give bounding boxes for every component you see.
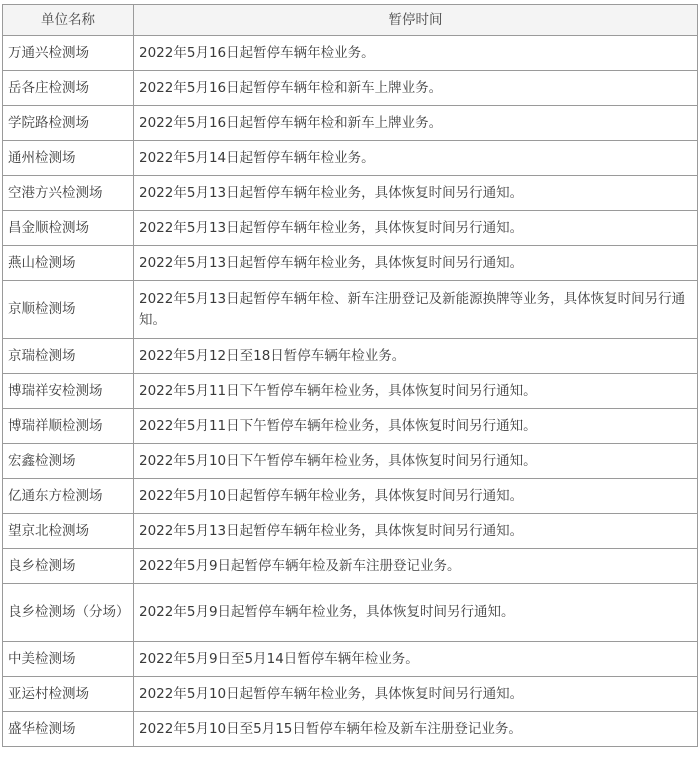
unit-name-cell: 中美检测场 bbox=[3, 642, 134, 677]
table-row bbox=[3, 339, 698, 374]
suspension-time-cell: 2022年5月9日起暂停车辆年检及新车注册登记业务。 bbox=[134, 549, 698, 584]
table-row bbox=[3, 141, 698, 176]
suspension-time-cell: 2022年5月13日起暂停车辆年检业务，具体恢复时间另行通知。 bbox=[134, 176, 698, 211]
suspension-time-cell: 2022年5月10日至5月15日暂停车辆年检及新车注册登记业务。 bbox=[134, 712, 698, 747]
table-row bbox=[3, 712, 698, 747]
table-row bbox=[3, 549, 698, 584]
table-row bbox=[3, 677, 698, 712]
table-row bbox=[3, 281, 698, 339]
table-header-row bbox=[3, 5, 698, 36]
header-unit-name: 单位名称 bbox=[3, 5, 134, 36]
suspension-time-cell: 2022年5月9日至5月14日暂停车辆年检业务。 bbox=[134, 642, 698, 677]
table-row bbox=[3, 374, 698, 409]
suspension-time-cell: 2022年5月13日起暂停车辆年检业务，具体恢复时间另行通知。 bbox=[134, 211, 698, 246]
unit-name-cell: 博瑞祥安检测场 bbox=[3, 374, 134, 409]
suspension-time-cell: 2022年5月10日起暂停车辆年检业务，具体恢复时间另行通知。 bbox=[134, 479, 698, 514]
unit-name-cell: 宏鑫检测场 bbox=[3, 444, 134, 479]
unit-name-cell: 博瑞祥顺检测场 bbox=[3, 409, 134, 444]
suspension-time-cell: 2022年5月11日下午暂停车辆年检业务，具体恢复时间另行通知。 bbox=[134, 374, 698, 409]
unit-name-cell: 岳各庄检测场 bbox=[3, 71, 134, 106]
suspension-table bbox=[2, 4, 698, 747]
table-row bbox=[3, 584, 698, 642]
suspension-time-cell: 2022年5月16日起暂停车辆年检和新车上牌业务。 bbox=[134, 71, 698, 106]
unit-name-cell: 空港方兴检测场 bbox=[3, 176, 134, 211]
table-row bbox=[3, 444, 698, 479]
suspension-time-cell: 2022年5月14日起暂停车辆年检业务。 bbox=[134, 141, 698, 176]
suspension-time-cell: 2022年5月10日起暂停车辆年检业务，具体恢复时间另行通知。 bbox=[134, 677, 698, 712]
table-row bbox=[3, 36, 698, 71]
unit-name-cell: 京瑞检测场 bbox=[3, 339, 134, 374]
unit-name-cell: 亚运村检测场 bbox=[3, 677, 134, 712]
unit-name-cell: 京顺检测场 bbox=[3, 281, 134, 339]
unit-name-cell: 燕山检测场 bbox=[3, 246, 134, 281]
unit-name-cell: 昌金顺检测场 bbox=[3, 211, 134, 246]
suspension-time-cell: 2022年5月9日起暂停车辆年检业务，具体恢复时间另行通知。 bbox=[134, 584, 698, 642]
table-row bbox=[3, 514, 698, 549]
unit-name-cell: 学院路检测场 bbox=[3, 106, 134, 141]
table-row bbox=[3, 642, 698, 677]
suspension-time-cell: 2022年5月16日起暂停车辆年检和新车上牌业务。 bbox=[134, 106, 698, 141]
table-row bbox=[3, 409, 698, 444]
table-row bbox=[3, 246, 698, 281]
unit-name-cell: 盛华检测场 bbox=[3, 712, 134, 747]
suspension-time-cell: 2022年5月12日至18日暂停车辆年检业务。 bbox=[134, 339, 698, 374]
unit-name-cell: 通州检测场 bbox=[3, 141, 134, 176]
unit-name-cell: 良乡检测场（分场） bbox=[3, 584, 134, 642]
table-row bbox=[3, 106, 698, 141]
suspension-time-cell: 2022年5月13日起暂停车辆年检业务，具体恢复时间另行通知。 bbox=[134, 246, 698, 281]
unit-name-cell: 良乡检测场 bbox=[3, 549, 134, 584]
suspension-time-cell: 2022年5月11日下午暂停车辆年检业务，具体恢复时间另行通知。 bbox=[134, 409, 698, 444]
table-row bbox=[3, 176, 698, 211]
suspension-time-cell: 2022年5月10日下午暂停车辆年检业务，具体恢复时间另行通知。 bbox=[134, 444, 698, 479]
header-suspension-time: 暂停时间 bbox=[134, 5, 698, 36]
suspension-time-cell: 2022年5月13日起暂停车辆年检业务，具体恢复时间另行通知。 bbox=[134, 514, 698, 549]
table-row bbox=[3, 479, 698, 514]
unit-name-cell: 望京北检测场 bbox=[3, 514, 134, 549]
suspension-time-cell: 2022年5月13日起暂停车辆年检、新车注册登记及新能源换牌等业务，具体恢复时间另行通知。 bbox=[134, 281, 698, 339]
suspension-time-cell: 2022年5月16日起暂停车辆年检业务。 bbox=[134, 36, 698, 71]
table-row bbox=[3, 71, 698, 106]
table-row bbox=[3, 211, 698, 246]
unit-name-cell: 万通兴检测场 bbox=[3, 36, 134, 71]
unit-name-cell: 亿通东方检测场 bbox=[3, 479, 134, 514]
